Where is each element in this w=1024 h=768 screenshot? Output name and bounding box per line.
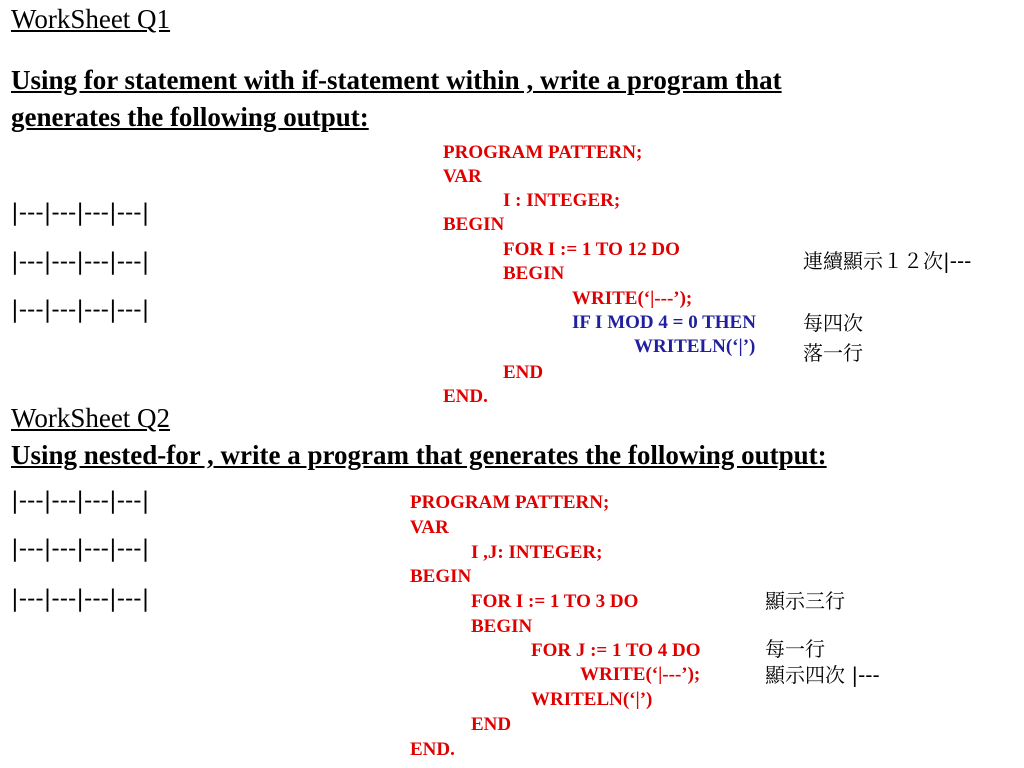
q2-code-line: END [471,714,512,735]
q1-code-line: VAR [443,166,482,187]
q2-output-line-3: |---|---|---|---| [11,586,150,612]
q1-code-line: BEGIN [503,263,565,284]
q1-title: WorkSheet Q1 [11,4,171,34]
q1-code-line: FOR I := 1 TO 12 DO [503,239,680,260]
q2-code-line: FOR J := 1 TO 4 DO [531,640,701,661]
q2-prompt: Using nested-for , write a program that generates the following output: [11,440,827,470]
q1-code-line: I : INTEGER; [503,190,621,211]
q1-code-line: WRITE(‘|---’); [572,288,693,309]
q1-prompt-line2: generates the following output: [11,102,369,133]
q1-code-line-if: IF I MOD 4 = 0 THEN [572,312,756,333]
q1-note: 連續顯示１２次|--- [803,249,972,273]
q2-code-line: FOR I := 1 TO 3 DO [471,591,639,612]
q1-output-line-2: |---|---|---|---| [11,249,150,275]
q1-code-line: END [503,362,544,383]
q1-code-line-writeln: WRITELN(‘|’) [634,336,756,357]
q2-code-line: BEGIN [471,616,533,637]
q1-code-line: BEGIN [443,214,505,235]
q1-note: 落一行 [803,341,863,365]
q1-code-line: PROGRAM PATTERN; [443,142,643,163]
q2-note: 顯示三行 [765,589,845,613]
q1-prompt [11,62,1011,137]
q2-code-line: WRITE(‘|---’); [580,664,701,685]
q2-note: 顯示四次 |--- [765,663,880,687]
q2-code-line: END. [410,739,455,760]
q2-code-line: BEGIN [410,566,472,587]
q2-output-line-1: |---|---|---|---| [11,488,150,514]
q1-output-line-1: |---|---|---|---| [11,200,150,226]
q1-code-line: END. [443,386,488,407]
q1-note: 每四次 [803,311,863,335]
q2-note: 每一行 [765,637,825,661]
q2-code-line: VAR [410,517,449,538]
q2-code-line: I ,J: INTEGER; [471,542,603,563]
q1-prompt-line1: Using for statement with if-statement within , write a program that [11,65,782,95]
q1-output-line-3: |---|---|---|---| [11,297,150,323]
q2-output-line-2: |---|---|---|---| [11,536,150,562]
q2-code-line: WRITELN(‘|’) [531,689,653,710]
q2-title: WorkSheet Q2 [11,403,171,433]
q2-code-line: PROGRAM PATTERN; [410,492,610,513]
